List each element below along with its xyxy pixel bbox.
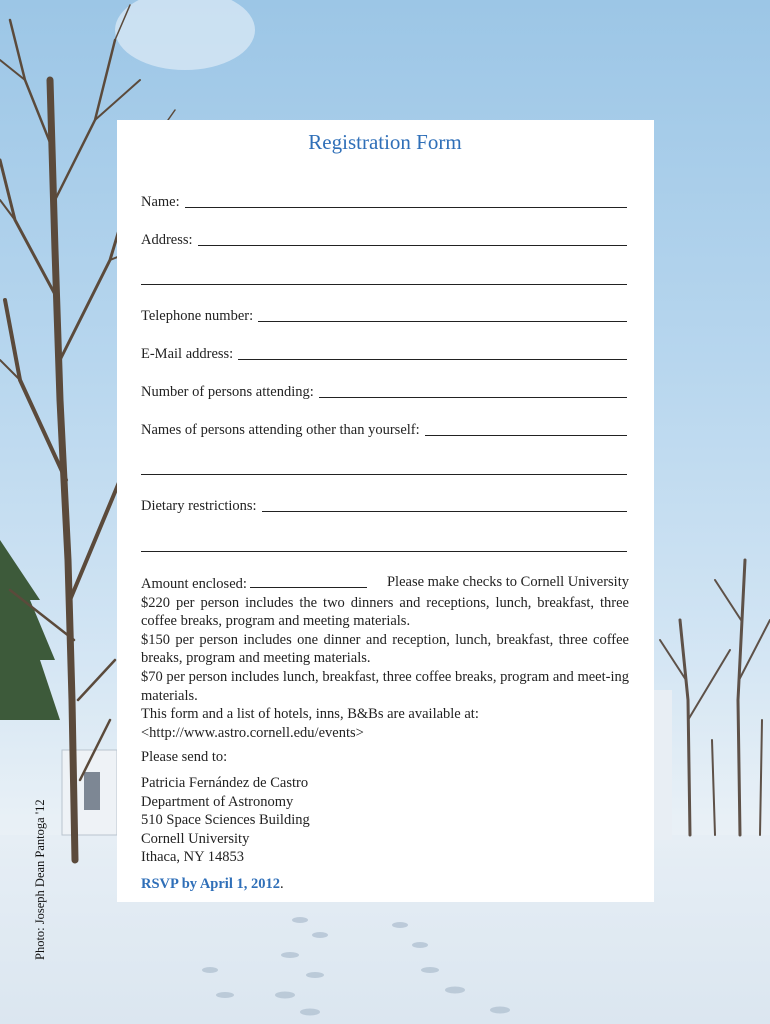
dietary-line-2[interactable]	[141, 551, 627, 552]
rsvp-deadline: RSVP by April 1, 2012	[141, 876, 280, 892]
address-line: Cornell University	[141, 830, 250, 847]
other-names-field[interactable]	[141, 422, 627, 439]
events-url[interactable]: <http://www.astro.cornell.edu/events>	[141, 724, 364, 741]
dietary-input-line[interactable]	[262, 510, 627, 512]
email-label: E-Mail address:	[141, 346, 234, 362]
address-input-line[interactable]	[198, 244, 627, 246]
name-label: Name:	[141, 194, 180, 210]
telephone-field[interactable]	[141, 308, 627, 325]
address-label: Address:	[141, 232, 193, 248]
address-line: Ithaca, NY 14853	[141, 849, 244, 866]
address-field[interactable]	[141, 232, 627, 249]
num-persons-label: Number of persons attending:	[141, 384, 314, 400]
checks-note: Please make checks to Cornell University	[386, 574, 629, 590]
send-to-label: Please send to:	[141, 749, 228, 765]
name-input-line[interactable]	[185, 206, 627, 208]
telephone-input-line[interactable]	[258, 320, 627, 322]
other-names-line-2[interactable]	[141, 474, 627, 475]
rsvp-period: .	[279, 876, 284, 892]
dietary-label: Dietary restrictions:	[141, 498, 257, 514]
address-line: Patricia Fernández de Castro	[141, 775, 309, 791]
availability-note: This form and a list of hotels, inns, B&Bs are available at:	[141, 706, 479, 723]
form-title: Registration Form	[308, 130, 462, 154]
email-input-line[interactable]	[238, 358, 627, 360]
address-line: Department of Astronomy	[141, 793, 294, 810]
num-persons-field[interactable]	[141, 384, 627, 401]
amount-label: Amount enclosed:	[141, 576, 247, 592]
amount-input-line[interactable]	[250, 573, 367, 588]
other-names-label: Names of persons attending other than yourself:	[141, 422, 420, 438]
dietary-field[interactable]	[141, 498, 627, 515]
pricing-150: $150 per person includes one dinner and reception, lunch, breakfast, three coffee breaks, program and meeting materials.	[141, 631, 629, 667]
pricing-220: $220 per person includes the two dinners and receptions, lunch, breakfast, three coffee breaks, program and meeting materials.	[141, 594, 629, 630]
telephone-label: Telephone number:	[141, 308, 254, 324]
rsvp-line	[141, 875, 629, 894]
other-names-input-line[interactable]	[425, 434, 627, 436]
photo-credit: Photo: Joseph Dean Pantoga '12	[33, 799, 47, 960]
payment-info	[141, 573, 629, 742]
amount-line	[141, 573, 629, 594]
mailing-address	[141, 774, 629, 867]
pricing-70: $70 per person includes lunch, breakfast, three coffee breaks, program and meet-ing materials.	[141, 668, 629, 704]
email-field[interactable]	[141, 346, 627, 363]
num-persons-input-line[interactable]	[319, 396, 627, 398]
name-field[interactable]	[141, 194, 627, 211]
address-line-2[interactable]	[141, 284, 627, 285]
address-line: 510 Space Sciences Building	[141, 812, 310, 829]
